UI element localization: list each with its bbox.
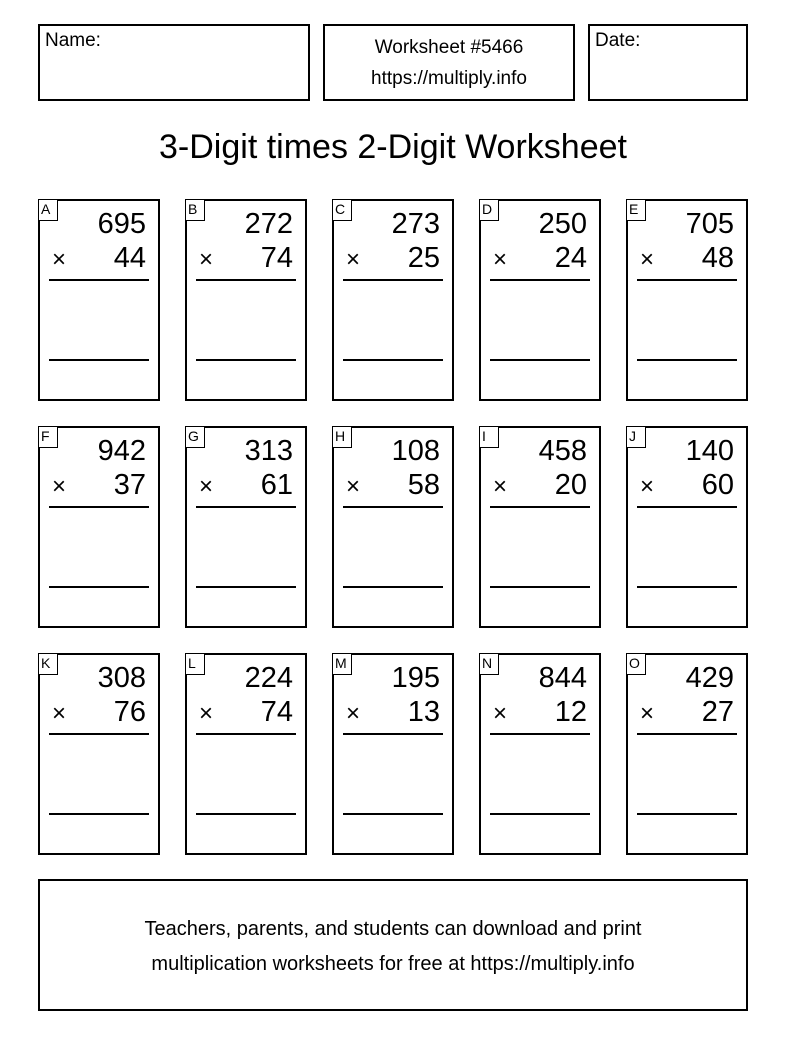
product-rule xyxy=(343,733,443,735)
footer-box xyxy=(38,879,748,1011)
multiplicand: 844 xyxy=(538,662,587,694)
answer-line[interactable] xyxy=(637,359,737,361)
problem-card xyxy=(38,653,160,855)
answer-line[interactable] xyxy=(490,813,590,815)
worksheet-url: https://multiply.info xyxy=(371,68,527,89)
multiplicand: 140 xyxy=(685,435,734,467)
problem-label: M xyxy=(332,653,352,675)
product-rule xyxy=(49,506,149,508)
product-rule xyxy=(490,506,590,508)
answer-line[interactable] xyxy=(343,586,443,588)
times-sign: × xyxy=(640,700,655,727)
answer-line[interactable] xyxy=(637,586,737,588)
multiplicand: 273 xyxy=(391,208,440,240)
multiplier: 58 xyxy=(407,469,440,501)
product-rule xyxy=(637,733,737,735)
answer-line[interactable] xyxy=(196,359,296,361)
problem-label: K xyxy=(38,653,58,675)
answer-line[interactable] xyxy=(490,586,590,588)
worksheet-number: Worksheet #5466 xyxy=(374,37,524,58)
product-rule xyxy=(490,733,590,735)
problem-card xyxy=(185,199,307,401)
product-rule xyxy=(49,733,149,735)
multiplier: 27 xyxy=(701,696,734,728)
problem-label: J xyxy=(626,426,646,448)
multiplier: 74 xyxy=(260,242,293,274)
answer-line[interactable] xyxy=(49,586,149,588)
multiplicand: 429 xyxy=(685,662,734,694)
problem-label: C xyxy=(332,199,352,221)
multiplier: 61 xyxy=(260,469,293,501)
multiplicand: 942 xyxy=(97,435,146,467)
footer-line-1: Teachers, parents, and students can download and print xyxy=(144,918,642,940)
multiplicand: 308 xyxy=(97,662,146,694)
multiplier: 60 xyxy=(701,469,734,501)
multiplicand: 195 xyxy=(391,662,440,694)
times-sign: × xyxy=(52,700,67,727)
page-title: 3-Digit times 2-Digit Worksheet xyxy=(159,128,627,166)
worksheet-info-box xyxy=(323,24,575,101)
problem-card xyxy=(185,426,307,628)
problem-label: B xyxy=(185,199,205,221)
multiplicand: 313 xyxy=(244,435,293,467)
problem-card xyxy=(332,653,454,855)
multiplier: 37 xyxy=(113,469,146,501)
problem-card xyxy=(185,653,307,855)
answer-line[interactable] xyxy=(637,813,737,815)
multiplier: 24 xyxy=(554,242,587,274)
product-rule xyxy=(343,506,443,508)
problem-card xyxy=(626,199,748,401)
multiplicand: 224 xyxy=(244,662,293,694)
footer-line-2: multiplication worksheets for free at https://multiply.info xyxy=(151,953,635,975)
times-sign: × xyxy=(493,473,508,500)
product-rule xyxy=(196,733,296,735)
times-sign: × xyxy=(346,246,361,273)
multiplier: 13 xyxy=(407,696,440,728)
times-sign: × xyxy=(199,473,214,500)
times-sign: × xyxy=(199,700,214,727)
problem-label: N xyxy=(479,653,499,675)
problem-card xyxy=(626,426,748,628)
problem-card xyxy=(38,199,160,401)
times-sign: × xyxy=(346,473,361,500)
answer-line[interactable] xyxy=(343,359,443,361)
multiplier: 20 xyxy=(554,469,587,501)
problem-label: F xyxy=(38,426,58,448)
product-rule xyxy=(637,506,737,508)
problem-card xyxy=(626,653,748,855)
multiplicand: 705 xyxy=(685,208,734,240)
product-rule xyxy=(490,279,590,281)
times-sign: × xyxy=(52,473,67,500)
multiplier: 74 xyxy=(260,696,293,728)
problem-label: A xyxy=(38,199,58,221)
product-rule xyxy=(49,279,149,281)
problem-card xyxy=(479,199,601,401)
answer-line[interactable] xyxy=(343,813,443,815)
multiplier: 76 xyxy=(113,696,146,728)
times-sign: × xyxy=(493,700,508,727)
name-field[interactable] xyxy=(38,24,310,101)
multiplier: 12 xyxy=(554,696,587,728)
multiplier: 44 xyxy=(113,242,146,274)
problem-label: H xyxy=(332,426,352,448)
answer-line[interactable] xyxy=(49,813,149,815)
product-rule xyxy=(637,279,737,281)
multiplicand: 272 xyxy=(244,208,293,240)
answer-line[interactable] xyxy=(49,359,149,361)
problem-card xyxy=(332,199,454,401)
problem-card xyxy=(332,426,454,628)
problem-card xyxy=(479,653,601,855)
date-field[interactable] xyxy=(588,24,748,101)
problem-label: E xyxy=(626,199,646,221)
date-label: Date: xyxy=(595,30,641,51)
multiplicand: 250 xyxy=(538,208,587,240)
problem-card xyxy=(38,426,160,628)
times-sign: × xyxy=(640,473,655,500)
times-sign: × xyxy=(640,246,655,273)
product-rule xyxy=(196,279,296,281)
name-label: Name: xyxy=(45,30,101,51)
answer-line[interactable] xyxy=(196,813,296,815)
multiplicand: 458 xyxy=(538,435,587,467)
times-sign: × xyxy=(493,246,508,273)
multiplier: 48 xyxy=(701,242,734,274)
problem-label: O xyxy=(626,653,646,675)
product-rule xyxy=(196,506,296,508)
multiplier: 25 xyxy=(407,242,440,274)
problem-label: G xyxy=(185,426,205,448)
multiplicand: 108 xyxy=(391,435,440,467)
problem-label: D xyxy=(479,199,499,221)
times-sign: × xyxy=(52,246,67,273)
times-sign: × xyxy=(346,700,361,727)
problem-card xyxy=(479,426,601,628)
times-sign: × xyxy=(199,246,214,273)
multiplicand: 695 xyxy=(97,208,146,240)
product-rule xyxy=(343,279,443,281)
answer-line[interactable] xyxy=(196,586,296,588)
problem-label: I xyxy=(479,426,499,448)
answer-line[interactable] xyxy=(490,359,590,361)
problem-label: L xyxy=(185,653,205,675)
